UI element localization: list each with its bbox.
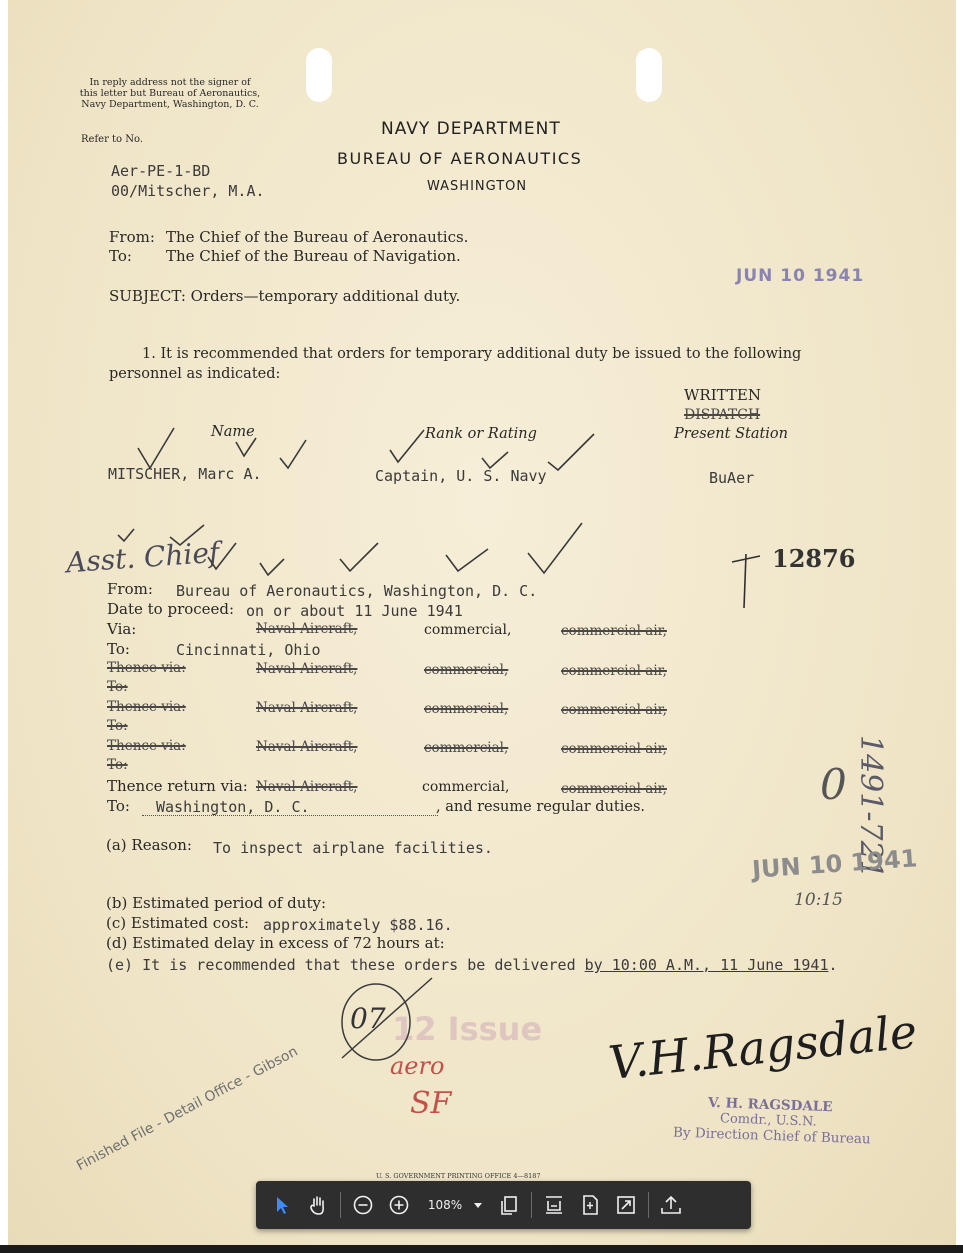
date-to-proceed-value: on or about 11 June 1941 [246, 602, 463, 620]
refer-to-label: Refer to No. [81, 134, 144, 145]
thence-naval-struck: Naval Aircraft, [256, 661, 358, 677]
signer-direction: By Direction Chief of Bureau [672, 1124, 871, 1148]
check-mark [528, 523, 582, 573]
cost-label: (c) Estimated cost: [106, 914, 249, 932]
thence-via-struck: Thence via: [107, 660, 186, 676]
thence-commercial-struck: commercial, [424, 701, 509, 717]
via-comm-air-struck: commercial air, [561, 623, 667, 639]
sf-note: SF [410, 1086, 452, 1121]
download-icon [659, 1194, 683, 1216]
thence-commercial-struck: commercial, [424, 740, 509, 756]
check-mark [236, 438, 256, 456]
col-rank: Rank or Rating [425, 426, 537, 442]
col-present-station: Present Station [674, 426, 789, 442]
fit-page-button[interactable] [572, 1187, 608, 1223]
punch-hole-left [306, 48, 332, 102]
zoom-dropdown-icon [472, 1200, 484, 1210]
zero-mark: 0 [820, 760, 847, 809]
toolbar-separator [648, 1192, 649, 1218]
via-commercial: commercial, [424, 622, 512, 638]
thence-to-struck: To: [107, 679, 128, 695]
asst-chief-note: Asst. Chief [65, 535, 221, 580]
paragraph-1-line-1: 1. It is recommended that orders for temporary additional duty be issued to the following [142, 346, 802, 362]
return-commercial: commercial, [422, 779, 510, 795]
recommend-line [106, 956, 838, 974]
file-number-mark [730, 548, 770, 612]
final-to-suffix: , and resume regular duties. [436, 799, 645, 815]
cost-value: approximately $88.16. [263, 916, 453, 934]
thence-comm-air-struck: commercial air, [561, 663, 667, 679]
delay-label: (d) Estimated delay in excess of 72 hours at: [106, 934, 445, 952]
reply-note-line: Navy Department, Washington, D. C. [81, 99, 259, 110]
written-label: WRITTEN [684, 386, 761, 404]
circle-mark-text: 07 [350, 1002, 386, 1035]
reason-label: (a) Reason: [106, 836, 192, 854]
thence-via-struck: Thence via: [107, 738, 186, 754]
final-to-field [142, 797, 438, 816]
itinerary-from-label: From: [107, 580, 153, 598]
zoom-dropdown-button[interactable] [465, 1187, 491, 1223]
thence-naval-struck: Naval Aircraft, [256, 700, 358, 716]
thence-to-struck: To: [107, 718, 128, 734]
reference-code: 00/Mitscher, M.A. [111, 182, 265, 200]
return-naval-struck: Naval Aircraft, [256, 779, 358, 795]
signer-name: V. H. RAGSDALE [707, 1094, 833, 1116]
pan-hand-button[interactable] [300, 1187, 336, 1223]
thence-via-struck: Thence via: [107, 699, 186, 715]
toolbar-separator [531, 1192, 532, 1218]
check-mark [446, 549, 488, 571]
issue-stamp: 12 Issue [392, 1010, 543, 1048]
recommend-text: (e) It is recommended that these orders be delivered [106, 956, 576, 974]
reply-note-line: In reply address not the signer of [89, 77, 251, 88]
printer-footer: U. S. GOVERNMENT PRINTING OFFICE 4—8187 [376, 1172, 541, 1180]
zoom-out-button[interactable] [345, 1187, 381, 1223]
reference-code: Aer-PE-1-BD [111, 162, 211, 180]
check-mark [340, 543, 378, 571]
check-mark [208, 543, 236, 569]
date-to-proceed-label: Date to proceed: [107, 600, 235, 618]
period-label: (b) Estimated period of duty: [106, 894, 327, 912]
received-stamp: JUN 10 1941 [751, 844, 919, 884]
page-view-icon [498, 1194, 520, 1216]
final-to-value: Washington, D. C. [156, 798, 310, 816]
reason-value: To inspect airplane facilities. [213, 839, 493, 857]
fullscreen-icon [615, 1194, 637, 1216]
thence-comm-air-struck: commercial air, [561, 741, 667, 757]
aero-note: aero [390, 1052, 445, 1080]
via-label: Via: [107, 620, 137, 638]
itinerary-from-value: Bureau of Aeronautics, Washington, D. C. [176, 582, 538, 600]
fit-width-icon [543, 1194, 565, 1216]
check-mark [170, 525, 204, 545]
file-number: 12876 [772, 544, 856, 573]
fullscreen-button[interactable] [608, 1187, 644, 1223]
check-mark [138, 428, 174, 468]
memo-from-value: The Chief of the Bureau of Aeronautics. [166, 228, 469, 246]
select-pointer-button[interactable] [264, 1187, 300, 1223]
check-mark [482, 452, 508, 468]
signature: V.H.Ragsdale [606, 1003, 920, 1091]
reference-codes [111, 161, 265, 201]
viewer-bottom-edge [0, 1245, 963, 1253]
zoom-out-icon [352, 1194, 374, 1216]
toolbar-separator [340, 1192, 341, 1218]
letter-page [8, 0, 956, 1245]
thence-commercial-struck: commercial, [424, 662, 509, 678]
viewer-toolbar [256, 1181, 751, 1229]
fit-width-button[interactable] [536, 1187, 572, 1223]
thence-naval-struck: Naval Aircraft, [256, 739, 358, 755]
reply-note-line: this letter but Bureau of Aeronautics, [79, 88, 261, 99]
via-naval-struck: Naval Aircraft, [256, 621, 358, 637]
dept-heading: NAVY DEPARTMENT [381, 119, 561, 139]
margin-note: 1491-721 [853, 735, 888, 879]
return-via-label: Thence return via: [107, 777, 248, 795]
finished-file-stamp: Finished File - Detail Office - Gibson [74, 1043, 301, 1175]
bureau-heading: BUREAU OF AERONAUTICS [337, 149, 583, 168]
personnel-name: MITSCHER, Marc A. [108, 465, 262, 483]
subject-line: SUBJECT: Orders—temporary additional duty. [109, 287, 461, 305]
check-mark [280, 440, 306, 468]
download-button[interactable] [653, 1187, 689, 1223]
select-pointer-icon [273, 1195, 291, 1215]
return-comm-air-struck: commercial air, [561, 781, 667, 797]
zoom-in-button[interactable] [381, 1187, 417, 1223]
recommend-end: . [828, 956, 838, 974]
pan-hand-icon [307, 1194, 329, 1216]
col-name: Name [211, 424, 255, 440]
fit-page-icon [579, 1194, 601, 1216]
check-mark [118, 529, 134, 541]
zoom-level[interactable]: 108% [427, 1198, 463, 1212]
final-to-label: To: [107, 797, 130, 815]
memo-to-value: The Chief of the Bureau of Navigation. [166, 247, 461, 265]
recommend-deadline: by 10:00 A.M., 11 June 1941 [584, 956, 829, 974]
dispatch-struck: DISPATCH [684, 407, 761, 423]
date-stamp: JUN 10 1941 [736, 266, 865, 286]
personnel-station: BuAer [709, 469, 755, 487]
memo-from-label: From: [109, 228, 155, 246]
thence-to-struck: To: [107, 757, 128, 773]
check-mark [390, 430, 424, 462]
to-value: Cincinnati, Ohio [176, 641, 321, 659]
reply-note [70, 77, 270, 110]
thence-comm-air-struck: commercial air, [561, 702, 667, 718]
check-mark [548, 434, 594, 470]
check-mark [260, 559, 284, 575]
to-label: To: [107, 640, 130, 658]
city-heading: WASHINGTON [427, 179, 528, 194]
zoom-in-icon [388, 1194, 410, 1216]
memo-to-label: To: [109, 247, 132, 265]
signer-rank: Comdr., U.S.N. [719, 1111, 817, 1130]
page-view-button[interactable] [491, 1187, 527, 1223]
punch-hole-right [636, 48, 662, 102]
personnel-rank: Captain, U. S. Navy [375, 467, 547, 485]
paragraph-1-line-2: personnel as indicated: [109, 366, 281, 382]
received-time: 10:15 [794, 890, 843, 910]
